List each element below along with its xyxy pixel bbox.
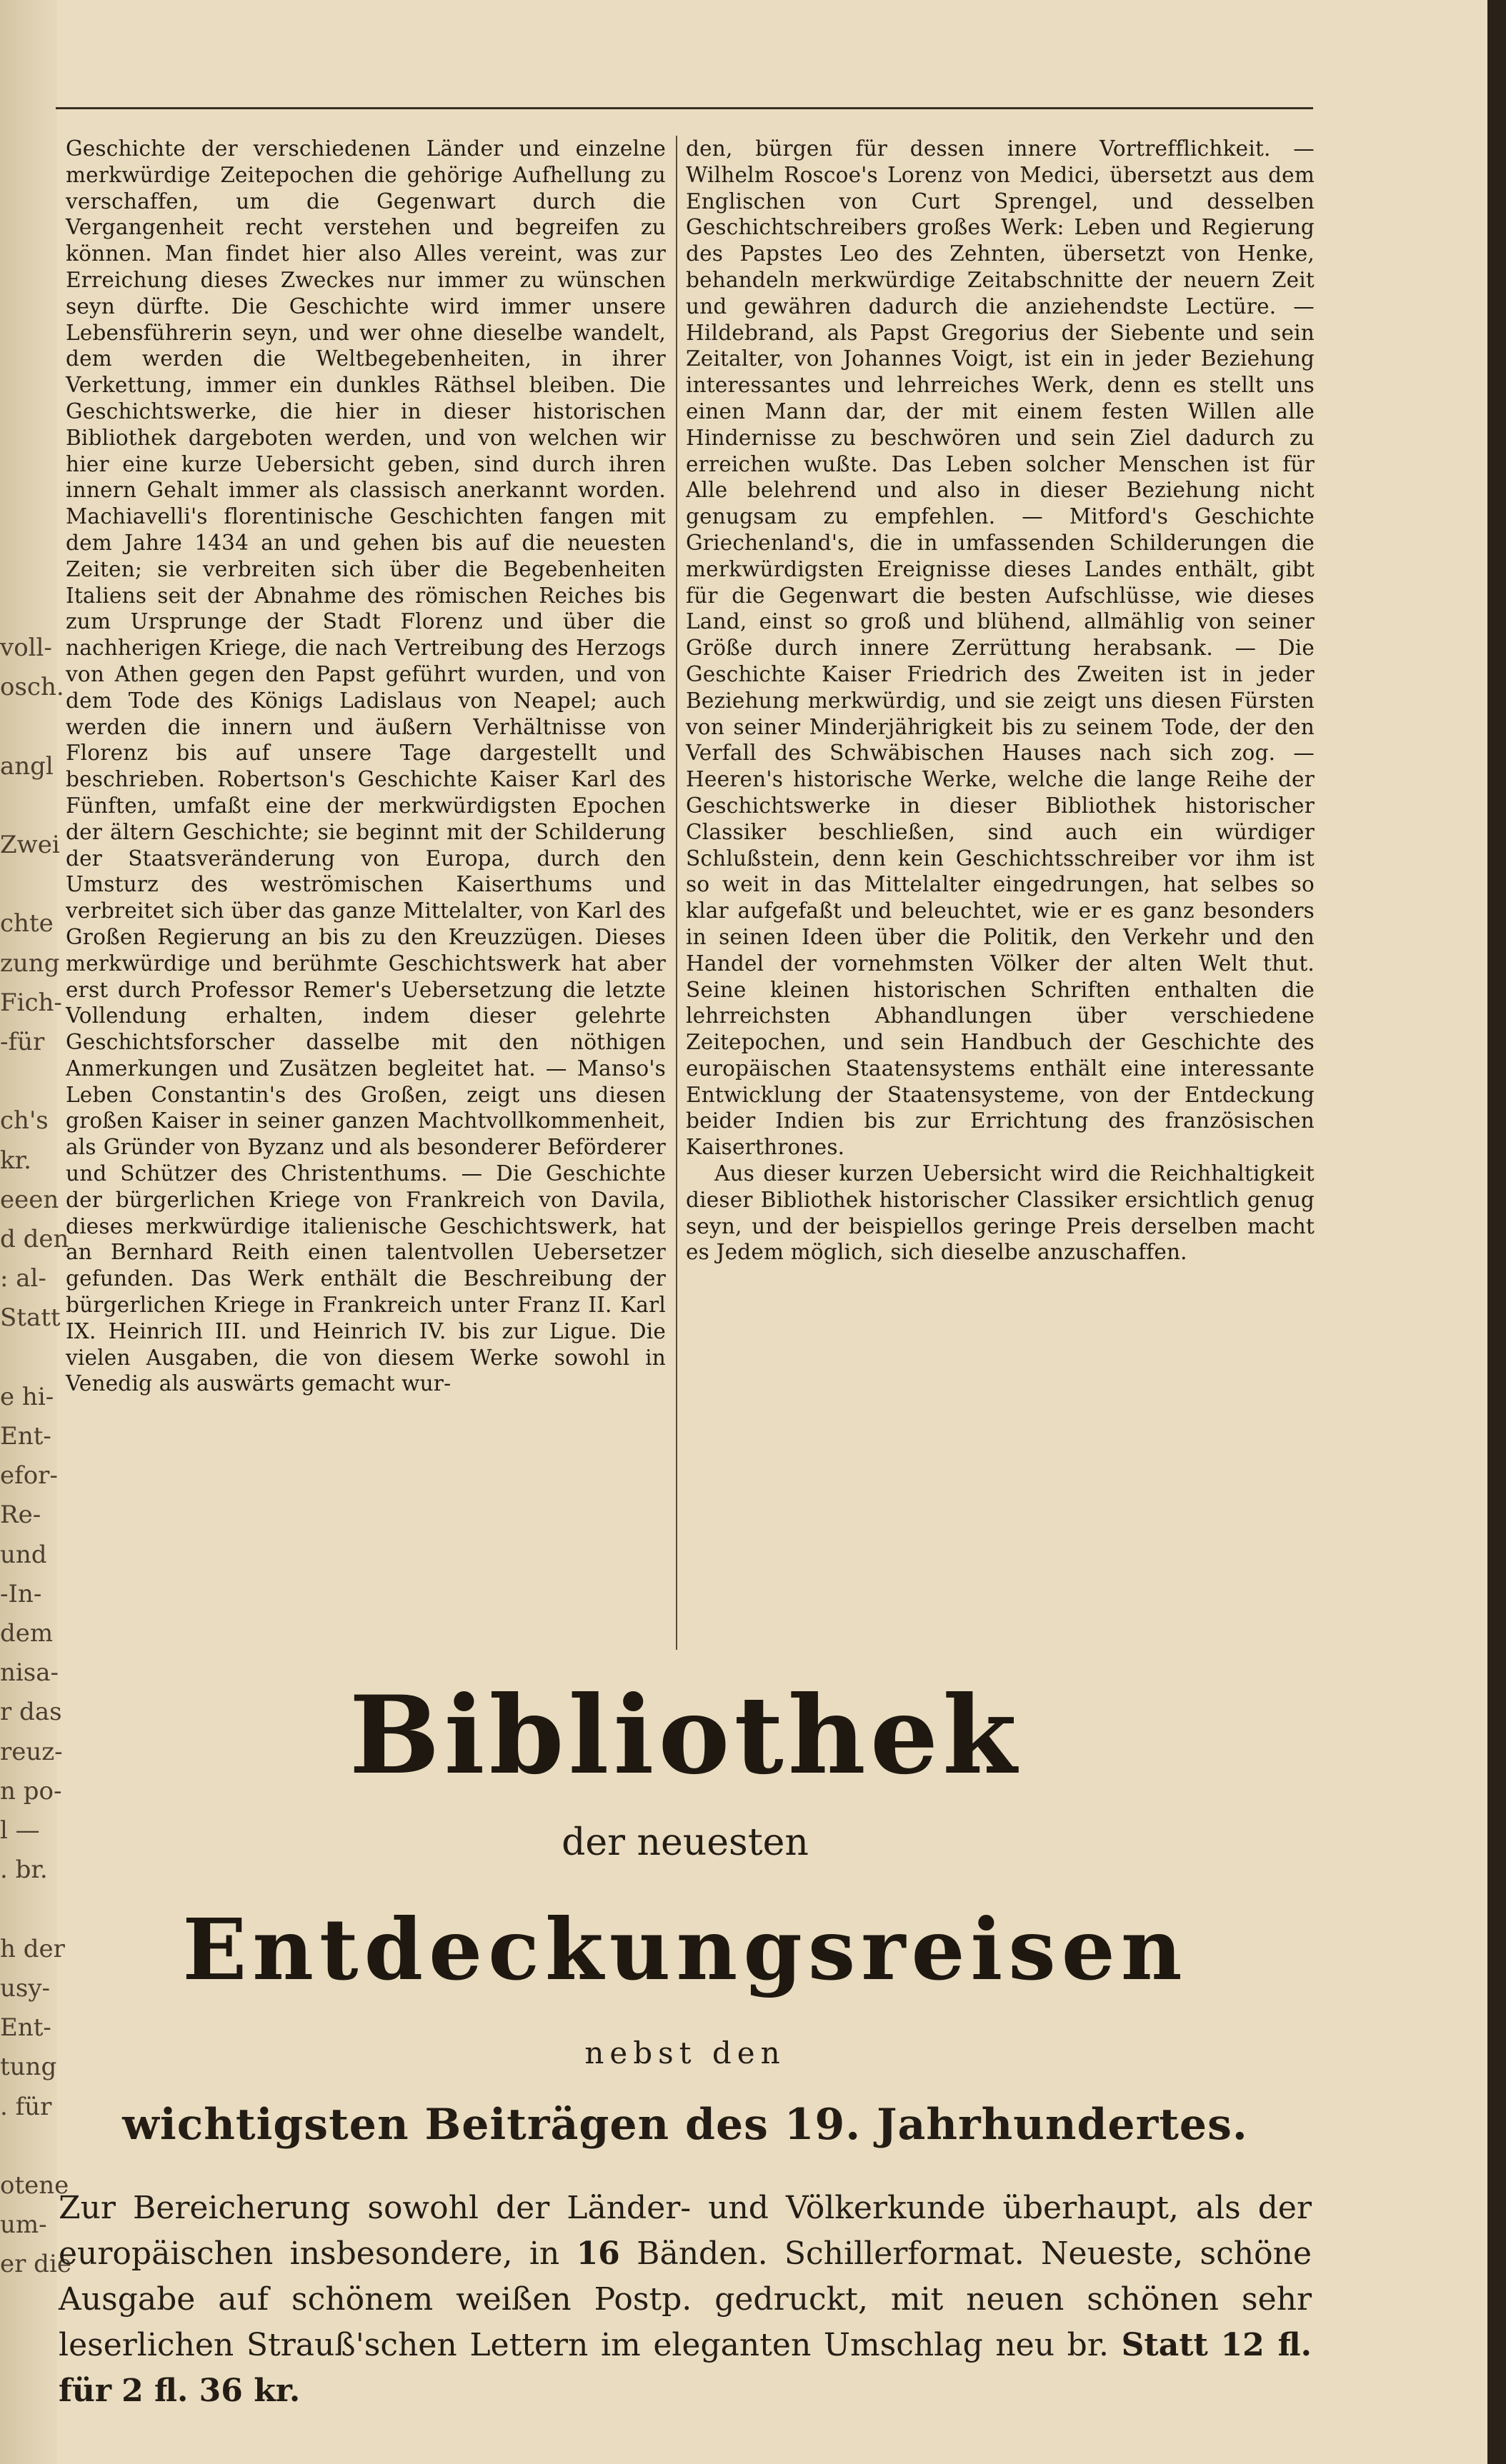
bleed-line: r das (0, 1698, 62, 1727)
bleed-line: dem (0, 1619, 54, 1648)
bleed-line: Statt (0, 1303, 61, 1333)
bleed-line: -In- (0, 1579, 42, 1608)
ad-desc-part1: Zur Bereicherung sowohl der Länder- und Völkerkunde überhaupt, als der europäischen insbesondere, in (59, 2190, 1312, 2272)
bleed-line: Ent- (0, 2013, 51, 2043)
ad-price-new: 2 fl. 36 kr. (121, 2373, 301, 2409)
column-separator (676, 136, 677, 1650)
bleed-line (0, 786, 57, 826)
bleed-line: d den (0, 1225, 69, 1254)
bleed-line: ch's (0, 1106, 49, 1136)
bleed-line (0, 2127, 57, 2166)
ad-price-old: 12 fl. (1220, 2327, 1312, 2363)
bleed-line: Zwei (0, 831, 60, 860)
bleed-line: n po- (0, 1776, 62, 1806)
bleed-line: otene (0, 2170, 69, 2200)
ad-nebst: nebst den (584, 2035, 786, 2070)
page-edge (1487, 0, 1506, 2464)
ad-description (56, 2185, 1315, 2414)
right-column (686, 136, 1315, 1650)
bleed-line: kr. (0, 1146, 31, 1175)
left-column-text: Geschichte der verschiedenen Länder und einzelne merkwürdige Zeitepochen die gehörige Aufhellung zu verschaffen, um die Gegenwart durch die Vergangenheit recht verstehen und begreifen zu können. Man findet hier also Alles vereint, was zur Erreichung dieses Zweckes nur immer zu wünschen seyn dürfte. Die Geschichte wird immer unsere Lebensführerin seyn, und wer ohne dieselbe wandelt, dem werden die Weltbegebenheiten, in ihrer Verkettung, immer ein dunkles Räthsel bleiben. Die Geschichtswerke, die hier in dieser historischen Bibliothek dargeboten werden, und von welchen wir hier eine kurze Uebersicht geben, sind durch ihren innern Gehalt immer als classisch anerkannt worden. Machiavelli's florentinische Geschichten fangen mit dem Jahre 1434 an und gehen bis auf die neuesten Zeiten; sie verbreiten sich über die Begebenheiten Italiens seit der Abnahme des römischen Reiches bis zum Ursprunge der Stadt Florenz und über die nachherigen Kriege, die nach Vertreibung des Herzogs von Athen gegen den Papst geführt wurden, und von dem Tode des Königs Ladislaus von Neapel; auch werden die innern und äußern Verhältnisse von Florenz bis auf unsere Tage dargestellt und beschrieben. Robertson's Geschichte Kaiser Karl des Fünften, umfaßt eine der merkwürdigsten Epochen der ältern Geschichte; sie beginnt mit der Schilderung der Staatsveränderung von Europa, durch den Umsturz des weströmischen Kaiserthums und verbreitet sich über das ganze Mittelalter, von Karl des Großen Regierung an bis zu den Kreuzzügen. Dieses merkwürdige und berühmte Geschichtswerk hat aber erst durch Professor Remer's Uebersetzung die letzte Vollendung erhalten, indem dieser gelehrte Geschichtsforscher dasselbe mit den nöthigen Anmerkungen und Zusätzen begleitet hat. — Manso's Leben Constantin's des Großen, zeigt uns diesen großen Kaiser in seiner ganzen Machtvollkommenheit, als Gründer von Byzanz und als besonderer Beförderer und Schützer des Christenthums. — Die Geschichte der bürgerlichen Kriege von Frankreich von Davila, dieses merkwürdige italienische Geschichtswerk, hat an Bernhard Reith einen talentvollen Uebersetzer gefunden. Das Werk enthält die Beschreibung der bürgerlichen Kriege in Frankreich unter Franz II. Karl IX. Heinrich III. und Heinrich IV. bis zur Ligue. Die vielen Ausgaben, die von diesem Werke sowohl in Venedig als auswärts gemacht wur- (66, 136, 666, 1396)
bleed-line (0, 865, 57, 904)
bleed-line: er die (0, 2250, 71, 2279)
bleed-line: -für (0, 1028, 45, 1057)
top-rule (56, 107, 1313, 109)
bleed-line (0, 1062, 57, 1101)
bleed-line: nisa- (0, 1658, 59, 1688)
ad-desc-part2: Bänden. Schillerformat. Neueste, schöne Ausgabe auf schönem weißen Postp. gedruckt, mit neuen schönen sehr leserlichen Strauß'schen Lettern im eleganten Umschlag neu br. (59, 2235, 1312, 2363)
bleed-line: h der (0, 1934, 65, 1963)
advertisement (56, 1657, 1315, 2409)
right-column-conclusion: Aus dieser kurzen Uebersicht wird die Reichhaltigkeit dieser Bibliothek historischer Classiker ersichtlich genug seyn, und der beispiellos geringe Preis derselben macht es Jedem möglich, sich dieselbe anzuschaffen. (686, 1161, 1315, 1265)
bleed-line (0, 1890, 57, 1930)
bleed-through-text (0, 628, 71, 2285)
bleed-line: Re- (0, 1501, 41, 1530)
bleed-line: osch. (0, 673, 64, 702)
bleed-line (0, 707, 57, 746)
bleed-line: angl (0, 751, 54, 781)
bleed-line: usy- (0, 1973, 51, 2003)
ad-price-statt: Statt (1121, 2327, 1208, 2363)
bleed-line: reuz- (0, 1737, 63, 1766)
bleed-line: : al- (0, 1264, 46, 1293)
bleed-line: chte (0, 909, 54, 938)
ad-title: Bibliothek (349, 1673, 1022, 1798)
right-column-text: den, bürgen für dessen innere Vortrefflichkeit. — Wilhelm Roscoe's Lorenz von Medici, übersetzt aus dem Englischen von Curt Sprengel, und desselben Geschichtschreibers großes Werk: Leben und Regierung des Papstes Leo des Zehnten, übersetzt von Henke, behandeln merkwürdige Zeitabschnitte der neuern Zeit und gewähren dadurch die anziehendste Lectüre. — Hildebrand, als Papst Gregorius der Siebente und sein Zeitalter, von Johannes Voigt, ist ein in jeder Beziehung interessantes und lehrreiches Werk, denn es stellt uns einen Mann dar, der mit einem festen Willen alle Hindernisse zu beschwören und sein Ziel dadurch zu erreichen wußte. Das Leben solcher Menschen ist für Alle belehrend und also in dieser Beziehung nicht genugsam zu empfehlen. — Mitford's Geschichte Griechenland's, die in umfassenden Schilderungen die merkwürdigsten Ereignisse dieses Landes enthält, gibt für die Gegenwart die besten Aufschlüsse, wie dieses Land, einst so groß und blühend, allmählig von seiner Größe durch innere Zerrüttung herabsank. — Die Geschichte Kaiser Friedrich des Zweiten ist in jeder Beziehung merkwürdig, und sie zeigt uns diesen Fürsten von seiner Minderjährigkeit bis zu seinem Tode, der den Verfall des Schwäbischen Hauses nach sich zog. — Heeren's historische Werke, welche die lange Reihe der Geschichtswerke in dieser Bibliothek historischer Classiker beschließen, sind auch ein würdiger Schlußstein, denn kein Geschichtsschreiber vor ihm ist so weit in das Mittelalter eingedrungen, hat selbes so klar aufgefaßt und beleuchtet, wie er es ganz besonders in seinen Ideen über die Politik, den Verkehr und den Handel der vornehmsten Völker der alten Welt thut. Seine kleinen historischen Schriften enthalten die lehrreichsten Abhandlungen über verschiedene Zeitepochen, und sein Handbuch der Geschichte des europäischen Staatensystems enthält eine interessante Entwicklung der Staatensysteme, von der Entdeckung beider Indien bis zur Errichtung des französischen Kaiserthrones. (686, 136, 1315, 1160)
bleed-line: efor- (0, 1461, 58, 1491)
bleed-line: . br. (0, 1855, 48, 1885)
ad-price-fuer: für (59, 2373, 112, 2409)
left-column (66, 136, 666, 1650)
bleed-line: e hi- (0, 1382, 54, 1411)
bleed-line: und (0, 1540, 47, 1569)
bleed-line: tung (0, 2053, 57, 2082)
bleed-line (0, 1338, 57, 1378)
bleed-line: voll- (0, 633, 52, 662)
bleed-line: Ent- (0, 1422, 51, 1451)
bleed-line: l — (0, 1816, 40, 1846)
bleed-line: Fich- (0, 988, 62, 1017)
ad-beitraege: wichtigsten Beiträgen des 19. Jahrhundertes. (122, 2100, 1248, 2150)
ad-der-neuesten: der neuesten (562, 1821, 809, 1864)
bleed-line: . für (0, 2092, 52, 2121)
bleed-line: um- (0, 2210, 47, 2240)
ad-subtitle: Entdeckungsreisen (182, 1900, 1188, 1999)
ad-volumes: 16 (576, 2235, 620, 2272)
bleed-line: zung (0, 948, 60, 978)
bleed-line: eeen (0, 1185, 59, 1214)
